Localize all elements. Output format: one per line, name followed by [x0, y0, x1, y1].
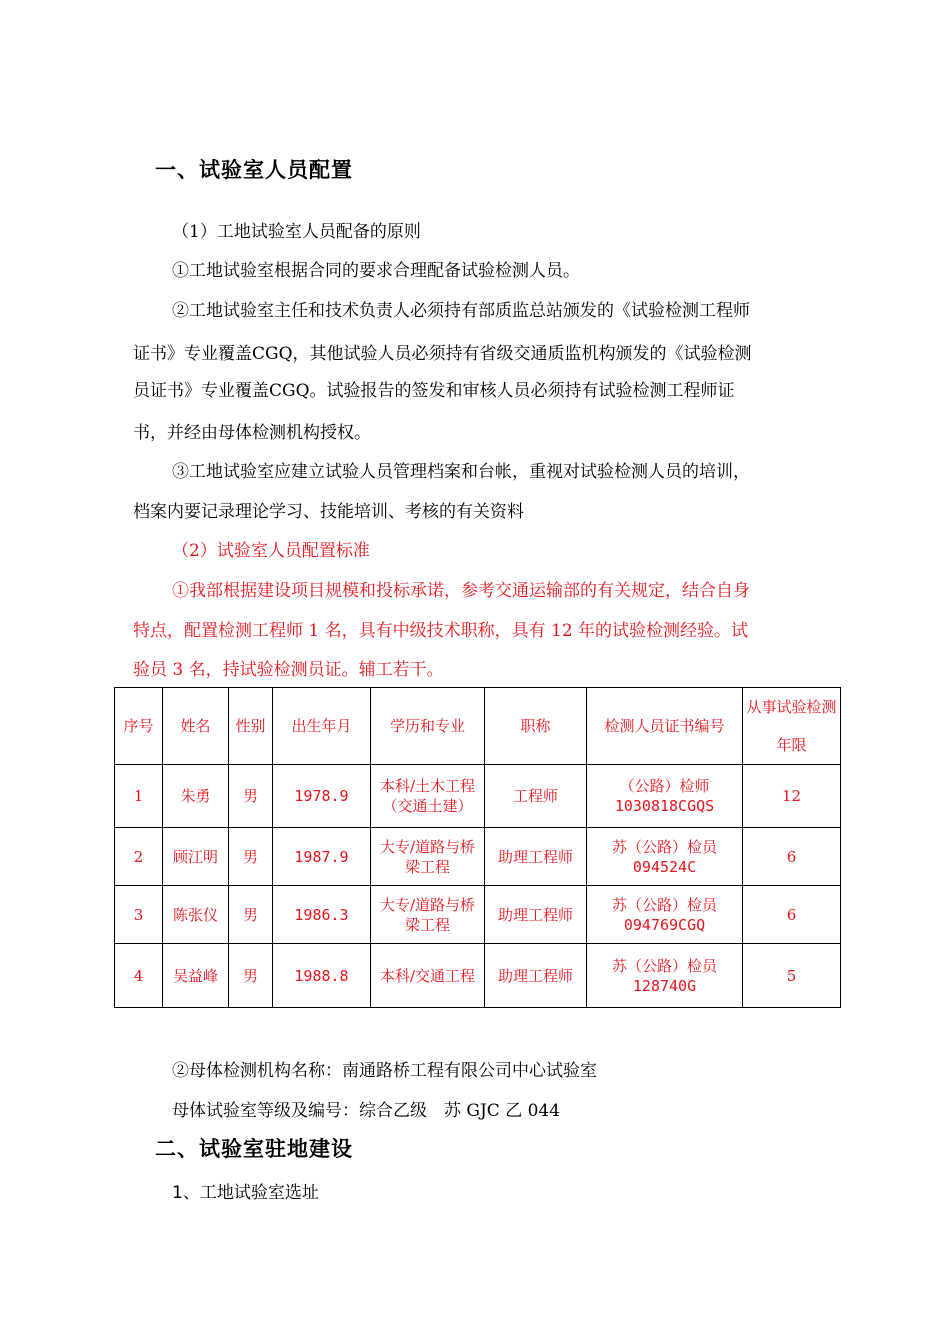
paragraph-4-line-1: ①我部根据建设项目规模和投标承诺，参考交通运输部的有关规定，结合自身	[172, 581, 750, 601]
table-cell: 朱勇	[163, 765, 229, 828]
table-cell: 苏（公路）检员094769CGQ	[587, 886, 743, 944]
header-cell: 姓名	[163, 688, 229, 765]
table-cell: 吴益峰	[163, 944, 229, 1008]
paragraph-2-line-3: 员证书》专业覆盖CGQ。试验报告的签发和审核人员必须持有试验检测工程师证	[133, 381, 735, 401]
paragraph-3-line-2: 档案内要记录理论学习、技能培训、考核的有关资料	[133, 502, 524, 522]
table-cell: 男	[229, 944, 273, 1008]
table-cell: 5	[743, 944, 841, 1008]
table-cell: 大专/道路与桥梁工程	[371, 886, 485, 944]
table-cell: 男	[229, 765, 273, 828]
subheading-principles: （1）工地试验室人员配备的原则	[172, 222, 421, 242]
subheading-site-selection: 1、工地试验室选址	[172, 1183, 319, 1203]
header-cell: 检测人员证书编号	[587, 688, 743, 765]
paragraph-4-line-2: 特点，配置检测工程师 1 名，具有中级技术职称，具有 12 年的试验检测经验。试	[133, 621, 749, 641]
paragraph-3-line-1: ③工地试验室应建立试验人员管理档案和台帐，重视对试验检测人员的培训，	[172, 462, 750, 482]
table-cell: （公路）检师1030818CGQS	[587, 765, 743, 828]
table-header-row	[115, 688, 841, 765]
paragraph-2-line-2: 证书》专业覆盖CGQ，其他试验人员必须持有省级交通质监机构颁发的《试验检测	[133, 344, 752, 364]
table-cell: 1	[115, 765, 163, 828]
table-cell: 陈张仪	[163, 886, 229, 944]
table-cell: 6	[743, 886, 841, 944]
table-cell: 6	[743, 828, 841, 886]
table-cell: 12	[743, 765, 841, 828]
header-cell: 从事试验检测年限	[743, 688, 841, 765]
table-cell: 顾江明	[163, 828, 229, 886]
table-cell: 工程师	[485, 765, 587, 828]
table-cell: 苏（公路）检员094524C	[587, 828, 743, 886]
paragraph-2-line-4: 书，并经由母体检测机构授权。	[133, 423, 371, 443]
table-cell: 大专/道路与桥梁工程	[371, 828, 485, 886]
table-cell: 苏（公路）检员128740G	[587, 944, 743, 1008]
paragraph-1: ①工地试验室根据合同的要求合理配备试验检测人员。	[172, 261, 580, 281]
staff-table	[114, 687, 841, 1008]
header-cell: 性别	[229, 688, 273, 765]
table-cell: 1987.9	[273, 828, 371, 886]
section-heading-1: 一、试验室人员配置	[155, 158, 353, 182]
parent-lab-grade: 母体试验室等级及编号：综合乙级 苏 GJC 乙 044	[172, 1101, 561, 1121]
table-cell: 4	[115, 944, 163, 1008]
parent-lab-name: ②母体检测机构名称：南通路桥工程有限公司中心试验室	[172, 1061, 597, 1081]
table-cell: 男	[229, 828, 273, 886]
table-cell: 男	[229, 886, 273, 944]
table-cell: 1978.9	[273, 765, 371, 828]
table-cell: 助理工程师	[485, 944, 587, 1008]
table-cell: 本科/交通工程	[371, 944, 485, 1008]
subheading-standard: （2）试验室人员配置标准	[172, 541, 370, 561]
table-cell: 3	[115, 886, 163, 944]
table-row	[115, 886, 841, 944]
table-cell: 2	[115, 828, 163, 886]
table-cell: 本科/土木工程（交通土建）	[371, 765, 485, 828]
table-cell: 1988.8	[273, 944, 371, 1008]
table-cell: 1986.3	[273, 886, 371, 944]
header-cell: 学历和专业	[371, 688, 485, 765]
section-heading-2: 二、试验室驻地建设	[155, 1137, 353, 1161]
header-cell: 职称	[485, 688, 587, 765]
table-row	[115, 828, 841, 886]
table-cell: 助理工程师	[485, 828, 587, 886]
table-cell: 助理工程师	[485, 886, 587, 944]
header-cell: 出生年月	[273, 688, 371, 765]
paragraph-2-line-1: ②工地试验室主任和技术负责人必须持有部质监总站颁发的《试验检测工程师	[172, 301, 750, 321]
table-row	[115, 765, 841, 828]
header-cell: 序号	[115, 688, 163, 765]
table-row	[115, 944, 841, 1008]
paragraph-4-line-3: 验员 3 名，持试验检测员证。辅工若干。	[133, 660, 444, 680]
